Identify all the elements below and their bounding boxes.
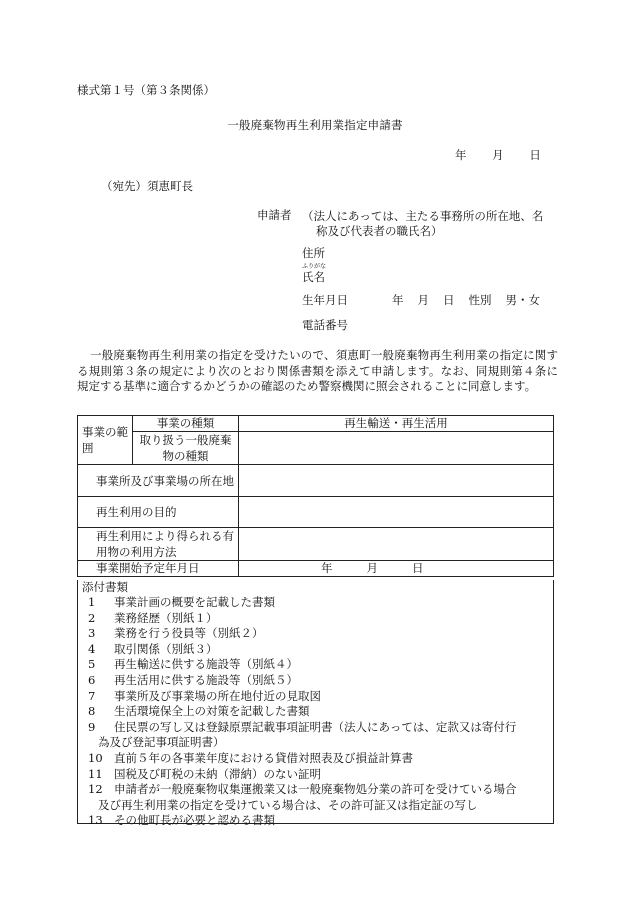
form-number: 様式第１号（第３条関係）	[77, 83, 215, 97]
birth-day-label: 日	[443, 293, 455, 307]
start-day-label: 日	[412, 561, 424, 575]
attachment-item: 12 申請者が一般廃棄物収集運搬業又は一般廃棄物処分業の許可を受けている場合 及び再生利用業の指定を受けている場合は、その許可証又は指定証の写し	[88, 782, 517, 812]
application-date	[455, 148, 541, 163]
waste-type-label: 取り扱う一般廃棄物の種類	[133, 432, 239, 465]
date-month-label: 月	[492, 148, 504, 162]
attachment-item: 9 住民票の写し又は登録原票記載事項証明書（法人にあっては、定款又は寄付行 為及び登記事項証明書）	[88, 719, 517, 750]
business-type-value: 再生輸送・再生活用	[239, 416, 554, 432]
birthdate-label: 生年月日	[302, 293, 348, 307]
attachment-item: 13 その他町長が必要と認める書類	[88, 813, 275, 828]
furigana-label: ふりがな	[302, 263, 327, 270]
gender-label: 性別	[468, 293, 492, 307]
application-table	[77, 415, 554, 577]
body-paragraph: 一般廃棄物再生利用業の指定を受けたいので、須恵町一般廃棄物再生利用業の指定に関する規則第３条の規定により次のとおり関係書類を添えて申請します。なお、同規則第４条に規定する基準に適合するかどうかの確認のため警察機関に照会されることに同意します。	[77, 348, 558, 393]
addressee: （宛先）須恵町長	[101, 179, 193, 193]
start-year-label: 年	[321, 561, 333, 575]
birth-month-label: 月	[417, 293, 429, 307]
birth-year-label: 年	[392, 293, 404, 307]
attachment-item: 5 再生輸送に供する施設等（別紙４）	[88, 657, 298, 672]
usage-method-label: 再生利用により得られる有用物の利用方法	[78, 528, 239, 561]
office-location-label: 事業所及び事業場の所在地	[78, 465, 239, 497]
office-location-value[interactable]	[239, 465, 554, 497]
attachment-item: 11 国税及び町税の未納（滞納）のない証明	[88, 766, 321, 781]
attachments-title: 添付書類	[82, 580, 128, 594]
attachment-item: 7 事業所及び事業場の所在地付近の見取図	[88, 688, 321, 703]
attachment-item: 6 再生活用に供する施設等（別紙５）	[88, 672, 298, 687]
attachment-item: 1 事業計画の概要を記載した書類	[88, 595, 275, 609]
start-date-value[interactable]	[239, 561, 554, 577]
attachment-item: 10 直前５年の各事業年度における貸借対照表及び損益計算書	[88, 750, 413, 765]
name-label: 氏名	[302, 270, 325, 284]
attachment-item: 8 生活環境保全上の対策を記載した書類	[88, 704, 310, 719]
gender-options: 男・女	[505, 293, 540, 307]
start-date-label: 事業開始予定年月日	[78, 561, 239, 577]
applicant-label: 申請者	[257, 208, 292, 222]
address-label: 住所	[302, 246, 325, 260]
attachments-list	[88, 595, 549, 829]
business-type-label: 事業の種類	[133, 416, 239, 432]
document-title: 一般廃棄物再生利用業指定申請書	[227, 118, 403, 132]
date-year-label: 年	[455, 148, 467, 162]
applicant-note: （法人にあっては、主たる事務所の所在地、名	[302, 209, 544, 223]
usage-method-value[interactable]	[239, 528, 554, 561]
business-scope-label: 事業の範囲	[78, 416, 133, 465]
applicant-note-continued: 称及び代表者の職氏名）	[316, 224, 443, 238]
attachment-item: 4 取引関係（別紙３）	[88, 641, 218, 656]
date-day-label: 日	[529, 148, 541, 162]
phone-label: 電話番号	[302, 318, 348, 332]
attachment-item: 2 業務経歴（別紙１）	[88, 610, 218, 625]
recycling-purpose-label: 再生利用の目的	[78, 497, 239, 528]
start-month-label: 月	[366, 561, 378, 575]
waste-type-value[interactable]	[239, 432, 554, 465]
attachments-box	[77, 580, 554, 828]
attachment-item: 3 業務を行う役員等（別紙２）	[88, 626, 264, 641]
birth-gender-line	[302, 293, 540, 308]
recycling-purpose-value[interactable]	[239, 497, 554, 528]
